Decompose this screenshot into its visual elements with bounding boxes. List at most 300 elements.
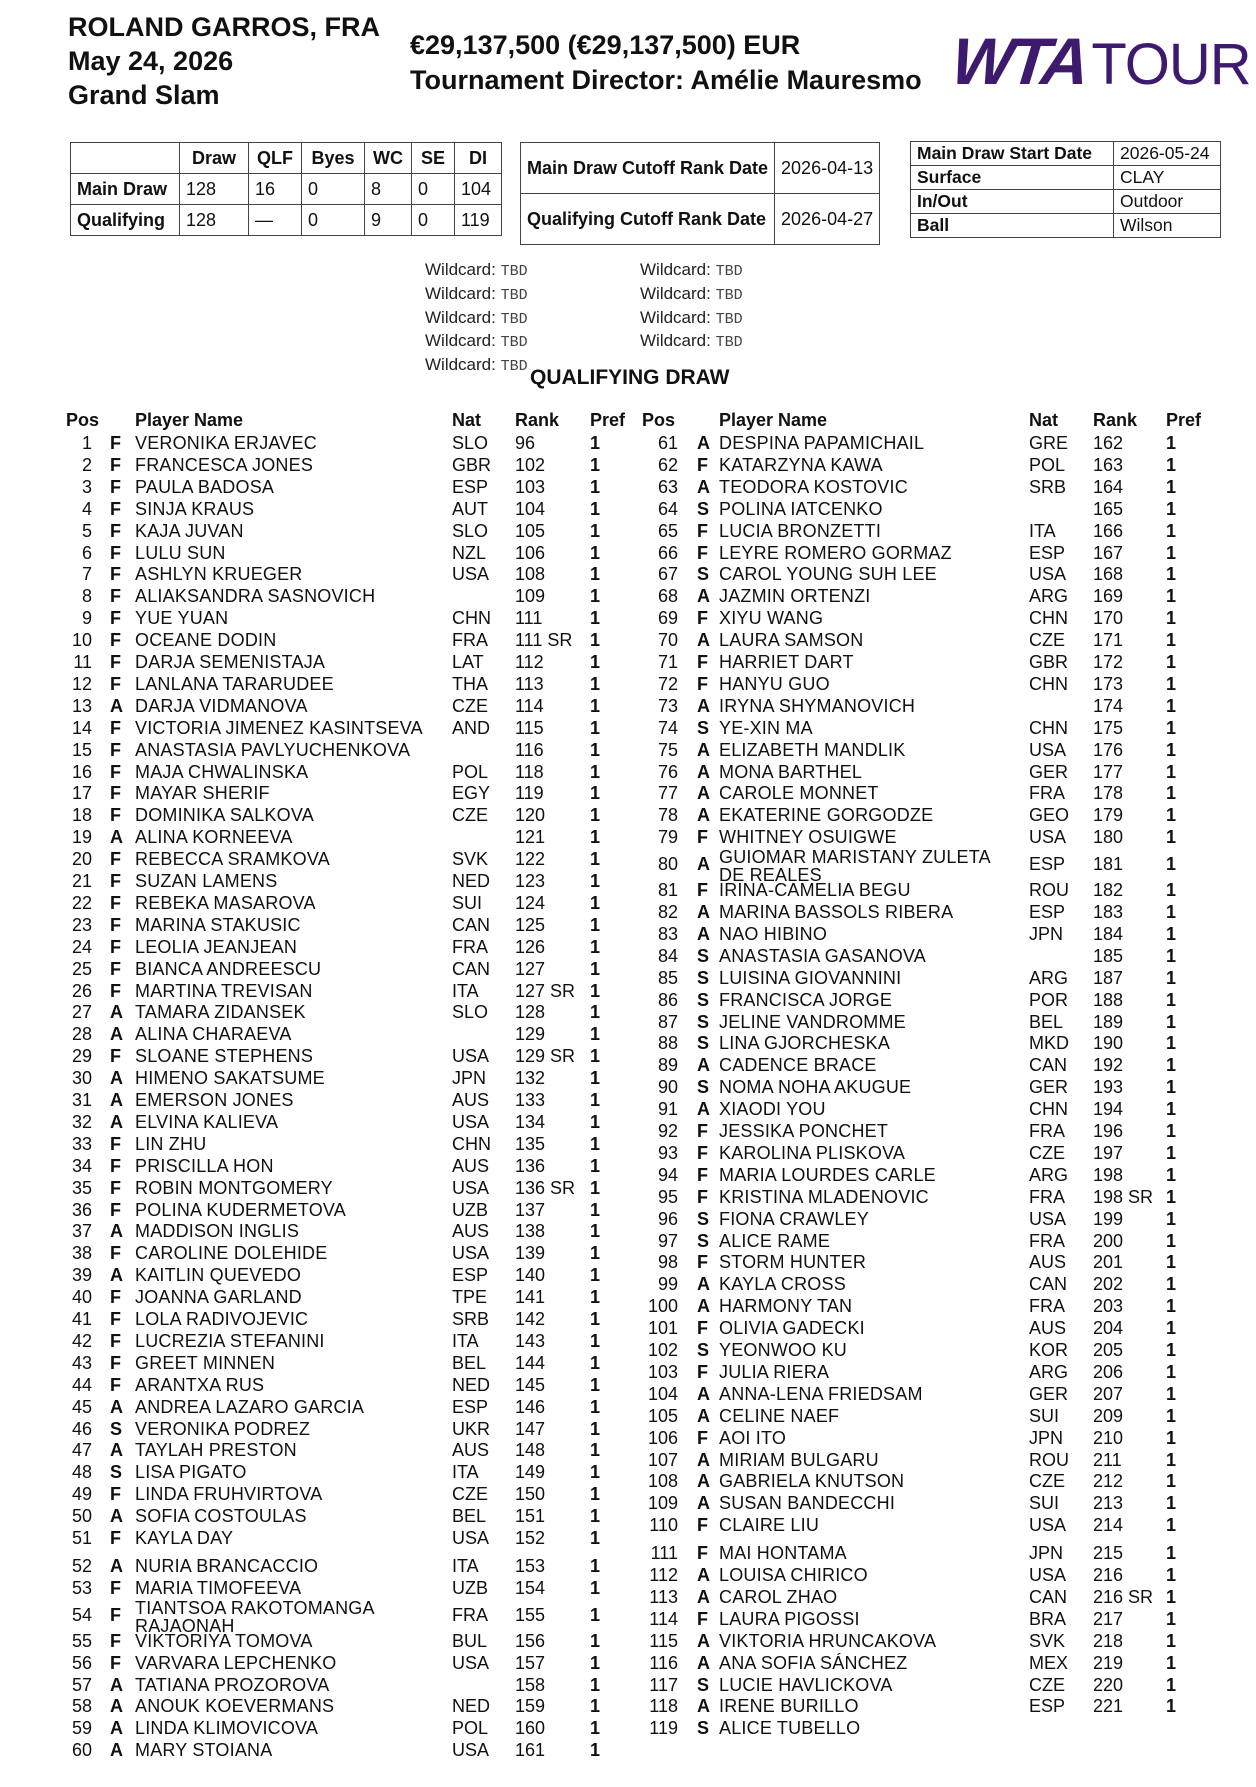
player-pref: 1 (590, 1374, 601, 1395)
player-name: MAYAR SHERIF (135, 783, 270, 804)
player-nation: EGY (452, 783, 491, 804)
player-name: XIYU WANG (719, 608, 824, 629)
player-pref: 1 (590, 1068, 601, 1089)
player-nation: ITA (452, 1330, 479, 1351)
player-position: 75 (657, 739, 678, 760)
player-entry: A (697, 476, 710, 497)
player-name: CAROLINE DOLEHIDE (135, 1243, 328, 1264)
player-position: 18 (71, 805, 92, 826)
player-nation: UZB (452, 1577, 488, 1598)
player-position: 11 (73, 652, 92, 672)
player-rank: 170 (1093, 608, 1124, 629)
player-pref: 1 (1166, 586, 1177, 607)
player-position: 53 (71, 1577, 92, 1598)
player-nation: USA (452, 564, 490, 585)
player-nation: BRA (1029, 1608, 1067, 1629)
player-entry: F (110, 1199, 121, 1220)
player-position: 21 (71, 871, 92, 891)
player-position: 96 (657, 1208, 678, 1229)
logo-wta: WTA (948, 24, 1090, 98)
player-position: 30 (71, 1068, 92, 1089)
player-pref: 1 (1166, 1630, 1177, 1651)
player-nation: UKR (452, 1418, 491, 1439)
player-nation: THA (452, 673, 488, 694)
player-entry: F (110, 892, 121, 913)
player-name: TAYLAH PRESTON (135, 1440, 297, 1461)
player-name: CAROL ZHAO (719, 1586, 838, 1607)
player-nation: FRA (452, 936, 488, 957)
draw-row-label: Main Draw (71, 174, 180, 205)
player-rank: 192 (1093, 1055, 1124, 1076)
player-nation: BEL (452, 1352, 487, 1373)
player-position: 117 (649, 1674, 678, 1695)
col-rank-right: Rank (1093, 410, 1138, 430)
player-pref: 1 (590, 1330, 601, 1351)
player-position: 79 (657, 827, 678, 848)
player-rank: 152 (515, 1528, 546, 1548)
player-nation: ARG (1029, 967, 1069, 988)
col-rank-left: Rank (515, 410, 560, 430)
player-pref: 1 (590, 1652, 601, 1673)
player-rank: 144 (515, 1352, 546, 1373)
player-rank: 120 (515, 805, 546, 826)
player-rank: 104 (515, 498, 546, 519)
player-entry: A (697, 695, 710, 716)
player-entry: F (110, 608, 121, 629)
player-rank: 127 (515, 958, 546, 979)
player-rank: 183 (1093, 902, 1124, 922)
player-rank: 114 (515, 695, 544, 716)
player-entry: S (110, 1462, 123, 1483)
player-position: 90 (657, 1077, 678, 1098)
player-pref: 1 (590, 1528, 601, 1548)
player-name: POLINA IATCENKO (719, 498, 883, 519)
player-nation: ESP (1029, 1696, 1066, 1717)
player-nation: AUS (452, 1221, 490, 1242)
player-position: 64 (657, 498, 678, 519)
player-name: ELIZABETH MANDLIK (719, 739, 906, 760)
player-position: 107 (648, 1449, 679, 1470)
player-rank: 137 (515, 1199, 546, 1220)
player-pref: 1 (590, 1555, 601, 1576)
player-position: 16 (71, 761, 92, 782)
player-nation: JPN (1029, 1427, 1064, 1448)
details-row (911, 190, 1221, 214)
player-position: 55 (71, 1630, 92, 1651)
player-rank: 157 (515, 1652, 546, 1673)
player-name: ASHLYN KRUEGER (135, 564, 303, 585)
player-pref: 1 (590, 1740, 601, 1761)
player-nation: CZE (452, 805, 488, 826)
player-pref: 1 (590, 805, 601, 826)
player-name: LIN ZHU (135, 1133, 207, 1154)
player-name: KAROLINA PLISKOVA (719, 1142, 906, 1163)
player-name: TIANTSOA RAKOTOMANGA RAJAONAH (135, 1597, 374, 1636)
player-position: 15 (71, 739, 92, 760)
player-rank: 184 (1093, 923, 1124, 944)
player-pref: 1 (590, 1577, 601, 1598)
player-name: MAJA CHWALINSKA (135, 761, 309, 782)
player-rank: 199 (1093, 1208, 1124, 1229)
player-pref: 1 (590, 1462, 601, 1483)
player-rank: 102 (515, 454, 546, 475)
player-nation: SLO (452, 433, 489, 453)
player-pref: 1 (590, 454, 601, 475)
player-pref: 1 (590, 1630, 601, 1651)
player-entry: A (697, 761, 710, 782)
player-nation: SUI (452, 892, 483, 913)
player-pref: 1 (590, 761, 601, 782)
player-rank: 202 (1093, 1274, 1124, 1295)
cutoff-label: Main Draw Cutoff Rank Date (521, 143, 775, 194)
player-entry: A (697, 1565, 710, 1585)
wildcard-label: Wildcard: (425, 355, 501, 375)
player-entry: F (110, 433, 121, 453)
player-nation: GER (1029, 1077, 1069, 1098)
player-entry: S (697, 498, 710, 519)
player-position: 118 (649, 1696, 678, 1717)
player-nation: SLO (452, 1002, 489, 1023)
player-name: JAZMIN ORTENZI (719, 586, 871, 607)
player-entry: A (110, 1090, 123, 1110)
player-pref: 1 (1166, 880, 1177, 901)
player-position: 82 (657, 902, 678, 922)
player-entry: F (110, 1330, 121, 1351)
player-rank: 153 (515, 1555, 546, 1576)
player-pref: 1 (1166, 989, 1177, 1010)
player-entry: F (697, 1427, 708, 1448)
player-entry: F (697, 1515, 708, 1536)
player-position: 2 (81, 454, 92, 475)
player-nation: SUI (1029, 1405, 1060, 1426)
player-nation: ESP (452, 476, 489, 497)
player-entry: F (110, 673, 121, 694)
player-name: NURIA BRANCACCIO (135, 1555, 319, 1576)
player-name: IRENE BURILLO (719, 1696, 859, 1717)
cutoff-date: 2026-04-13 (775, 143, 880, 194)
player-entry: F (697, 454, 708, 475)
wildcard-value: TBD (500, 334, 528, 352)
player-entry: F (697, 1361, 708, 1382)
draw-size-table (70, 142, 502, 236)
prize-money: €29,137,500 (€29,137,500) EUR (410, 30, 801, 60)
player-position: 109 (648, 1493, 679, 1514)
player-nation: USA (452, 1652, 490, 1673)
player-nation: CHN (452, 1133, 491, 1154)
player-name: DOMINIKA SALKOVA (135, 805, 314, 826)
player-pref: 1 (1166, 608, 1177, 629)
player-pref: 1 (1166, 805, 1177, 826)
player-entry: A (697, 1586, 710, 1607)
player-entry: S (697, 989, 710, 1010)
player-position: 81 (657, 880, 678, 901)
player-pref: 1 (590, 476, 601, 497)
player-entry: A (697, 433, 710, 453)
player-rank: 210 (1093, 1427, 1124, 1448)
player-pref: 1 (1166, 564, 1177, 585)
player-pref: 1 (1166, 1586, 1177, 1607)
player-pref: 1 (590, 849, 601, 870)
player-entry: A (110, 1506, 123, 1527)
player-entry: F (697, 520, 708, 541)
player-pref: 1 (1166, 1296, 1177, 1317)
player-name: STORM HUNTER (719, 1252, 867, 1273)
player-pref: 1 (1166, 1405, 1177, 1426)
player-name: DESPINA PAPAMICHAIL (719, 433, 925, 453)
details-value: 2026-05-24 (1114, 142, 1221, 166)
player-name: DARJA SEMENISTAJA (135, 652, 326, 672)
draw-header-qlf: QLF (249, 143, 302, 174)
player-rank: 200 (1093, 1230, 1124, 1251)
player-entry: S (697, 945, 710, 966)
player-nation: CZE (1029, 1142, 1065, 1163)
player-entry: F (110, 914, 121, 935)
player-name: NAO HIBINO (719, 923, 828, 944)
player-entry: A (697, 854, 710, 875)
player-rank: 146 (515, 1396, 546, 1417)
player-entry: A (110, 827, 123, 848)
player-nation: ITA (452, 1462, 479, 1483)
player-pref: 1 (590, 1155, 601, 1176)
player-nation: NED (452, 1374, 491, 1395)
player-pref: 1 (590, 1090, 601, 1110)
player-rank: 145 (515, 1374, 546, 1395)
player-pref: 1 (1166, 520, 1177, 541)
player-nation: ITA (1029, 520, 1056, 541)
player-nation: BEL (452, 1506, 487, 1527)
player-position: 40 (71, 1287, 92, 1308)
player-pref: 1 (1166, 1077, 1177, 1098)
player-rank: 207 (1093, 1383, 1124, 1404)
player-entry: A (697, 1471, 710, 1492)
player-entry: A (110, 1024, 123, 1045)
player-name: PAULA BADOSA (135, 476, 275, 497)
player-entry: F (110, 936, 121, 957)
player-pref: 1 (1166, 542, 1177, 563)
player-entry: A (110, 1740, 123, 1761)
player-entry: A (697, 1449, 710, 1470)
player-nation: POL (452, 1718, 489, 1739)
player-rank: 164 (1093, 476, 1124, 497)
player-name: IRYNA SHYMANOVICH (719, 695, 916, 716)
player-position: 14 (71, 717, 92, 738)
player-rank: 167 (1093, 542, 1124, 563)
player-entry: S (697, 564, 710, 585)
player-pref: 1 (590, 608, 601, 629)
player-pref: 1 (590, 520, 601, 541)
prize-director (410, 28, 922, 98)
player-pref: 1 (1166, 1543, 1177, 1564)
player-entry: F (110, 1528, 121, 1548)
draw-row-label: Qualifying (71, 205, 180, 236)
player-nation: USA (1029, 1565, 1067, 1585)
player-position: 3 (81, 476, 92, 497)
player-position: 42 (71, 1330, 92, 1351)
player-name: HARMONY TAN (719, 1296, 853, 1317)
player-name: LANLANA TARARUDEE (135, 673, 334, 694)
player-rank: 96 (515, 433, 536, 453)
player-name: VICTORIA JIMENEZ KASINTSEVA (135, 717, 423, 738)
player-position: 105 (648, 1405, 679, 1426)
player-name: ALICE TUBELLO (719, 1718, 861, 1739)
player-position: 95 (657, 1186, 678, 1207)
player-position: 6 (81, 542, 92, 563)
player-rank: 160 (515, 1718, 546, 1739)
player-pref: 1 (1166, 967, 1177, 988)
player-rank: 182 (1093, 880, 1124, 901)
player-pref: 1 (1166, 1252, 1177, 1273)
cutoff-date: 2026-04-27 (775, 194, 880, 245)
details-row (911, 166, 1221, 190)
col-pref-right: Pref (1166, 410, 1202, 430)
player-position: 51 (71, 1528, 92, 1548)
player-position: 94 (657, 1164, 678, 1185)
details-label: In/Out (911, 190, 1114, 214)
player-pref: 1 (1166, 1121, 1177, 1141)
player-position: 71 (657, 652, 678, 672)
player-name: LAURA SAMSON (719, 630, 864, 651)
player-rank: 218 (1093, 1630, 1124, 1651)
player-position: 65 (657, 520, 678, 541)
player-nation: SVK (452, 849, 489, 870)
tournament-director: Tournament Director: Amélie Mauresmo (410, 65, 922, 95)
draw-table-header (71, 143, 502, 174)
player-name: YEONWOO KU (719, 1340, 848, 1360)
player-position: 5 (81, 520, 92, 541)
player-rank: 124 (515, 892, 546, 913)
player-rank: 174 (1093, 695, 1124, 716)
player-nation: AND (452, 717, 491, 738)
player-nation: ESP (452, 1396, 489, 1417)
player-rank: 205 (1093, 1340, 1124, 1360)
player-position: 66 (657, 542, 678, 563)
player-position: 98 (657, 1252, 678, 1273)
player-name: CLAIRE LIU (719, 1515, 820, 1536)
player-pref: 1 (590, 1352, 601, 1373)
player-entry: F (110, 1243, 121, 1264)
player-position: 80 (657, 854, 678, 875)
player-name: ALINA KORNEEVA (135, 827, 293, 848)
player-name: POLINA KUDERMETOVA (135, 1199, 346, 1220)
player-position: 33 (71, 1133, 92, 1154)
player-rank: 147 (515, 1418, 546, 1439)
player-position: 68 (657, 586, 678, 607)
col-player-left: Player Name (135, 410, 244, 430)
col-pos-right: Pos (642, 410, 676, 430)
player-entry: S (697, 1718, 710, 1739)
player-entry: F (697, 827, 708, 848)
wta-tour-logo (948, 24, 1251, 98)
player-rank: 156 (515, 1630, 546, 1651)
player-name: MARINA BASSOLS RIBERA (719, 902, 954, 922)
player-entry: A (697, 783, 710, 804)
player-rank: 163 (1093, 454, 1124, 475)
player-entry: A (697, 1405, 710, 1426)
player-name: DARJA VIDMANOVA (135, 695, 308, 716)
player-name: LISA PIGATO (135, 1462, 247, 1483)
player-entry: A (697, 805, 710, 826)
player-entry: F (110, 1484, 121, 1505)
tournament-info (68, 10, 380, 112)
player-name: WHITNEY OSUIGWE (719, 827, 897, 848)
player-rank: 133 (515, 1090, 546, 1110)
player-rank: 221 (1093, 1696, 1124, 1717)
player-rank: 142 (515, 1309, 546, 1329)
player-name: LAURA PIGOSSI (719, 1608, 860, 1629)
player-position: 115 (649, 1630, 678, 1651)
wildcard-entry (425, 307, 528, 331)
player-nation: JPN (1029, 923, 1064, 944)
player-position: 113 (649, 1586, 678, 1607)
player-name: GREET MINNEN (135, 1352, 276, 1373)
player-position: 83 (657, 923, 678, 944)
player-name: ARANTXA RUS (135, 1374, 265, 1395)
player-name: FIONA CRAWLEY (719, 1208, 869, 1229)
player-position: 88 (657, 1033, 678, 1054)
player-position: 41 (71, 1309, 92, 1329)
player-nation: GER (1029, 761, 1069, 782)
player-nation: SRB (1029, 476, 1067, 497)
player-position: 49 (71, 1484, 92, 1505)
player-position: 10 (71, 630, 92, 651)
player-entry: A (697, 1055, 710, 1076)
player-entry: A (110, 1696, 123, 1717)
player-name: EMERSON JONES (135, 1090, 294, 1110)
player-name: SINJA KRAUS (135, 498, 255, 519)
player-rank: 115 (515, 717, 544, 738)
wildcard-label: Wildcard: (640, 307, 716, 327)
player-entry: F (110, 958, 121, 979)
player-nation: SRB (452, 1309, 490, 1329)
player-position: 103 (648, 1361, 679, 1382)
details-value: Outdoor (1114, 190, 1221, 214)
player-rank: 203 (1093, 1296, 1124, 1317)
player-nation: USA (452, 1046, 490, 1067)
player-position: 28 (71, 1024, 92, 1045)
player-name: ANOUK KOEVERMANS (135, 1696, 335, 1717)
player-rank: 123 (515, 871, 546, 891)
draw-cell: 128 (180, 174, 249, 205)
player-nation: USA (1029, 1515, 1067, 1536)
player-nation: BUL (452, 1630, 488, 1651)
player-name: HIMENO SAKATSUME (135, 1068, 325, 1089)
player-entry: A (697, 586, 710, 607)
player-nation: ESP (1029, 542, 1066, 563)
player-nation: CZE (1029, 1674, 1065, 1695)
player-nation: CAN (452, 914, 491, 935)
player-entry: F (110, 652, 121, 672)
player-position: 92 (657, 1121, 678, 1141)
player-position: 110 (649, 1515, 678, 1536)
details-value: Wilson (1114, 214, 1221, 238)
player-pref: 1 (590, 1133, 601, 1154)
player-pref: 1 (590, 739, 601, 760)
player-rank: 190 (1093, 1033, 1124, 1054)
player-rank: 155 (515, 1604, 546, 1625)
player-entry: F (697, 542, 708, 563)
player-pref: 1 (590, 871, 601, 891)
player-name: VARVARA LEPCHENKO (135, 1652, 337, 1673)
draw-table-row (71, 174, 502, 205)
player-rank: 158 (515, 1674, 546, 1695)
player-nation: FRA (1029, 1230, 1065, 1251)
player-pref: 1 (1166, 1608, 1177, 1629)
player-pref: 1 (590, 936, 601, 957)
player-pref: 1 (590, 1221, 601, 1242)
player-position: 73 (657, 695, 678, 716)
player-pref: 1 (590, 1484, 601, 1505)
player-rank: 165 (1093, 498, 1124, 519)
